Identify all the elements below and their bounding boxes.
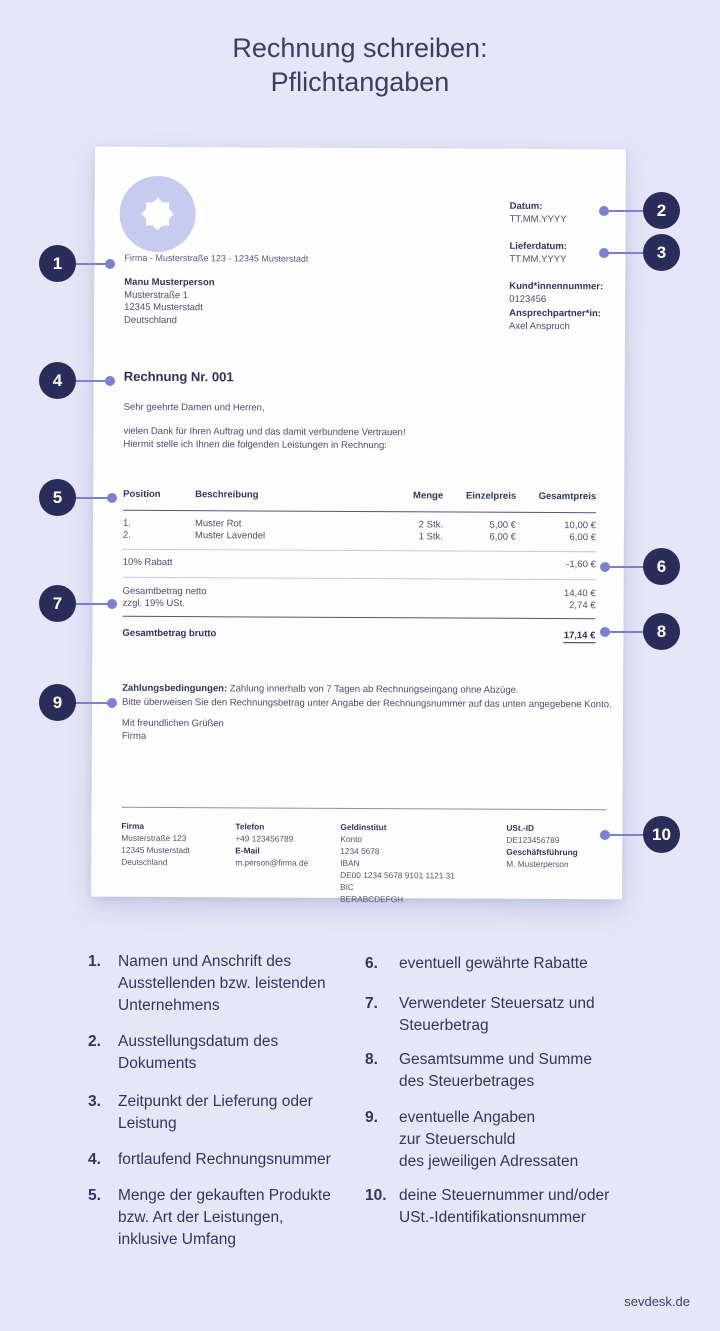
legend-item-1: [88, 951, 350, 1017]
callout-10: [600, 816, 680, 853]
callout-9: [39, 684, 117, 721]
legend-item-3: [88, 1091, 350, 1135]
callout-badge-6: 6: [643, 548, 680, 585]
customer-number-label: Kund*innennummer:: [509, 280, 604, 293]
legend-num-6: 6.: [365, 955, 378, 972]
closing-signature: Firma: [121, 730, 147, 742]
connector-dot: [599, 248, 609, 258]
footer-phone-label: Telefon: [235, 821, 265, 832]
recipient-city: 12345 Musterstadt: [124, 301, 203, 314]
legend-6-line1: eventuell gewährte Rabatte: [399, 955, 588, 972]
legend-9-line1: eventuelle Angaben: [399, 1109, 536, 1126]
invoice-number-heading: Rechnung Nr. 001: [123, 368, 234, 385]
closing-greeting: Mit freundlichen Grüßen: [121, 717, 224, 730]
payment-note: Bitte überweisen Sie den Rechnungsbetrag unter Angabe der Rechnungsnummer auf das unten angegebene Konto.: [122, 696, 612, 710]
contact-person-value: Axel Anspruch: [509, 320, 570, 332]
legend-text-7: [399, 993, 665, 1037]
connector-dot: [107, 493, 117, 503]
legend-item-7: [365, 993, 665, 1037]
legend-8-line1: Gesamtsumme und Summe: [399, 1051, 592, 1068]
discount-label: 10% Rabatt: [122, 556, 173, 569]
legend-1-line2: Ausstellenden bzw. leistenden: [118, 975, 326, 992]
legend-10-line2: USt.-Identifikationsnummer: [399, 1209, 586, 1226]
legend-item-2: [88, 1031, 350, 1075]
net-total-row: [123, 585, 596, 600]
contact-person: [509, 308, 603, 333]
invoice-date: [510, 201, 604, 226]
connector-line: [605, 210, 645, 212]
customer-number-value: 0123456: [509, 293, 547, 305]
legend-num-9: 9.: [365, 1109, 378, 1126]
closing-block: [122, 717, 224, 744]
footer-company-country: Deutschland: [121, 856, 168, 868]
invoice-document: [91, 147, 626, 905]
legend-item-6: [365, 953, 665, 975]
account-value: 1234 5678: [340, 845, 380, 857]
legend-2-line2: Dokuments: [118, 1055, 197, 1072]
legend-num-7: 7.: [365, 995, 378, 1012]
legend-item-8: [365, 1049, 665, 1093]
legend-text-8: [399, 1049, 665, 1093]
connector-line: [606, 834, 645, 836]
connector-line: [74, 380, 109, 382]
legend-3-line1: Zeitpunkt der Lieferung oder: [118, 1093, 313, 1110]
net-value: 14,40 €: [563, 587, 596, 599]
connector-line: [74, 603, 111, 605]
sender-address-line: Firma - Musterstraße 123 - 12345 Musterstadt: [124, 252, 309, 264]
callout-5: [39, 479, 117, 516]
callout-badge-8: 8: [643, 613, 680, 650]
connector-dot: [599, 206, 609, 216]
legend-left-column: [88, 951, 350, 1251]
callout-8: [600, 613, 680, 650]
star-icon: [146, 202, 169, 225]
footer-email: m.person@firma.de: [235, 857, 309, 868]
invoice-footer: [121, 820, 606, 905]
date-value: TT.MM.YYYY: [509, 213, 567, 225]
table-header-row: [123, 489, 596, 502]
legend-7-line2: Steuerbetrag: [399, 1017, 489, 1034]
intro-line1: vielen Dank für Ihren Auftrag und das damit verbundene Vertrauen!: [123, 425, 406, 439]
connector-dot: [600, 830, 610, 840]
footer-company-title: Firma: [121, 820, 145, 831]
recipient-street: Musterstraße 1: [124, 289, 189, 301]
footer-phone: +49 123456789: [235, 833, 294, 844]
legend-right-column: [365, 953, 665, 1229]
row2-unit-price: 6,00 €: [489, 531, 516, 543]
callout-badge-1: 1: [39, 245, 76, 282]
legend-num-8: 8.: [365, 1051, 378, 1068]
vat-label: zzgl. 19% USt.: [122, 597, 185, 610]
vat-row: [123, 598, 596, 613]
vat-value: 2,74 €: [569, 600, 596, 612]
legend-num-3: 3.: [88, 1093, 101, 1110]
intro-line2: Hiermit stelle ich Ihnen die folgenden Leistungen in Rechnung:: [123, 438, 387, 452]
gross-total-row: [122, 627, 595, 643]
page-title: [0, 31, 720, 99]
row2-total: 6,00 €: [569, 531, 596, 543]
legend-num-10: 10.: [365, 1187, 387, 1204]
legend-text-9: [399, 1107, 665, 1173]
legend-text-10: [399, 1185, 665, 1229]
legend-10-line1: deine Steuernummer und/oder: [399, 1187, 610, 1204]
connector-line: [606, 631, 645, 633]
net-label: Gesamtbetrag netto: [122, 585, 207, 597]
legend-item-5: [88, 1185, 350, 1251]
row1-quantity: 2 Stk.: [418, 519, 444, 531]
callout-7: [39, 585, 117, 622]
header-position: Position: [123, 488, 161, 500]
callout-6: [600, 548, 680, 585]
recipient-address: [124, 277, 215, 327]
iban-label: IBAN: [340, 857, 360, 869]
footer-iban-row: [340, 857, 455, 882]
connector-line: [74, 497, 111, 499]
footer-company-street: Musterstraße 123: [121, 832, 187, 844]
payment-terms-text: Zahlung innerhalb von 7 Tagen ab Rechnungseingang ohne Abzüge.: [229, 683, 519, 696]
gross-label: Gesamtbetrag brutto: [122, 627, 217, 639]
legend-text-5: [118, 1185, 350, 1251]
net-total-block: [123, 577, 596, 617]
delivery-date-value: TT.MM.YYYY: [509, 253, 567, 265]
callout-badge-9: 9: [39, 684, 76, 721]
row2-position: 2.: [122, 529, 131, 541]
recipient-country: Deutschland: [124, 314, 177, 326]
header-quantity: Menge: [413, 490, 444, 502]
legend-8-line2: des Steuerbetrages: [399, 1073, 535, 1090]
legend-text-3: [118, 1091, 350, 1135]
row1-unit-price: 5,00 €: [489, 519, 517, 531]
connector-line: [606, 566, 645, 568]
row2-description: Muster Lavendel: [194, 529, 266, 542]
callout-badge-5: 5: [39, 479, 76, 516]
legend-item-10: [365, 1185, 665, 1229]
header-description: Beschreibung: [195, 489, 259, 501]
payment-terms-label: Zahlungsbedingungen:: [122, 682, 228, 695]
payment-terms: [122, 682, 612, 712]
legend-text-1: [118, 951, 350, 1017]
invoice-meta-block: [509, 201, 604, 335]
connector-dot: [107, 599, 117, 609]
footer-company-column: [121, 820, 190, 868]
row1-position: 1.: [122, 517, 131, 529]
salutation: Sehr geehrte Damen und Herren,: [123, 401, 265, 414]
company-logo-icon: [119, 176, 195, 252]
legend-5-line2: bzw. Art der Leistungen,: [118, 1209, 284, 1226]
legend-item-9: [365, 1107, 665, 1173]
header-unit-price: Einzelpreis: [465, 490, 517, 502]
footer-account-row: [340, 833, 455, 858]
connector-dot: [107, 698, 117, 708]
recipient-name: Manu Musterperson: [124, 276, 215, 289]
callout-badge-2: 2: [643, 192, 680, 229]
row1-total: 10,00 €: [564, 520, 597, 532]
legend-5-line1: Menge der gekauften Produkte: [118, 1187, 331, 1204]
callout-badge-3: 3: [643, 234, 680, 271]
callout-badge-4: 4: [39, 362, 76, 399]
legend-1-line1: Namen und Anschrift des: [118, 953, 292, 970]
legend-num-4: 4.: [88, 1151, 101, 1168]
gross-total-block: [122, 616, 595, 643]
bic-value: BERABCDEFGH: [340, 893, 404, 905]
discount-row: [123, 550, 596, 579]
connector-line: [74, 702, 111, 704]
callout-3: [599, 234, 680, 271]
delivery-date: [509, 241, 603, 266]
row1-description: Muster Rot: [194, 518, 242, 530]
brand-watermark: sevdesk.de: [624, 1294, 690, 1309]
footer-vat-label: USt.-ID: [506, 822, 535, 833]
header-total: Gesamtpreis: [538, 490, 597, 503]
discount-value: -1,60 €: [566, 559, 596, 571]
delivery-date-label: Lieferdatum:: [509, 240, 568, 253]
customer-number: [509, 281, 603, 306]
footer-tax-column: [506, 822, 578, 870]
legend-5-line3: inklusive Umfang: [118, 1231, 237, 1248]
footer-contact-column: [235, 820, 308, 868]
connector-line: [74, 263, 109, 265]
legend-text-6: [399, 953, 665, 975]
legend-item-4: [88, 1149, 350, 1171]
account-label: Konto: [340, 833, 363, 845]
gross-value: 17,14 €: [564, 630, 596, 644]
table-row: [123, 529, 596, 543]
callout-2: [599, 192, 680, 229]
legend-num-1: 1.: [88, 953, 101, 970]
footer-management-label: Geschäftsführung: [506, 846, 578, 858]
callout-4: [39, 362, 115, 399]
line-items-table: [122, 489, 596, 643]
legend-9-line3: des jeweiligen Adressaten: [399, 1153, 579, 1170]
connector-dot: [105, 376, 115, 386]
callout-badge-10: 10: [643, 816, 680, 853]
table-body: [123, 511, 596, 551]
callout-badge-7: 7: [39, 585, 76, 622]
connector-dot: [105, 259, 115, 269]
footer-company-city: 12345 Musterstadt: [121, 844, 191, 856]
callout-1: [39, 245, 115, 282]
legend-4-line1: fortlaufend Rechnungsnummer: [118, 1151, 331, 1168]
legend-1-line3: Unternehmens: [118, 997, 220, 1014]
connector-line: [605, 252, 645, 254]
legend-num-2: 2.: [88, 1033, 101, 1050]
intro-paragraph: [123, 425, 405, 452]
row2-quantity: 1 Stk.: [418, 530, 443, 542]
legend-num-5: 5.: [88, 1187, 101, 1204]
legend-text-2: [118, 1031, 350, 1075]
connector-dot: [600, 562, 610, 572]
footer-email-label: E-Mail: [235, 845, 260, 856]
legend-2-line1: Ausstellungsdatum des: [118, 1033, 279, 1050]
contact-person-label: Ansprechpartner*in:: [509, 307, 601, 320]
legend-text-4: [118, 1149, 350, 1171]
date-label: Datum:: [509, 200, 543, 212]
iban-value: DE00 1234 5678 9101 1121 31: [340, 869, 455, 881]
bic-label: BIC: [340, 881, 354, 892]
footer-vat-id: DE123456789: [506, 834, 560, 846]
divider: [122, 807, 607, 811]
legend-3-line2: Leistung: [118, 1115, 177, 1132]
footer-management: M. Musterperson: [506, 858, 569, 870]
legend-9-line2: zur Steuerschuld: [399, 1131, 516, 1148]
connector-dot: [600, 627, 610, 637]
footer-bank-title: Geldinstitut: [340, 821, 387, 833]
page-title-line2: Pflichtangaben: [270, 67, 450, 97]
footer-bank-column: [340, 821, 455, 906]
legend-7-line1: Verwendeter Steuersatz und: [399, 995, 595, 1012]
page-title-line1: Rechnung schreiben:: [232, 33, 488, 63]
footer-bic-row: [340, 881, 455, 906]
